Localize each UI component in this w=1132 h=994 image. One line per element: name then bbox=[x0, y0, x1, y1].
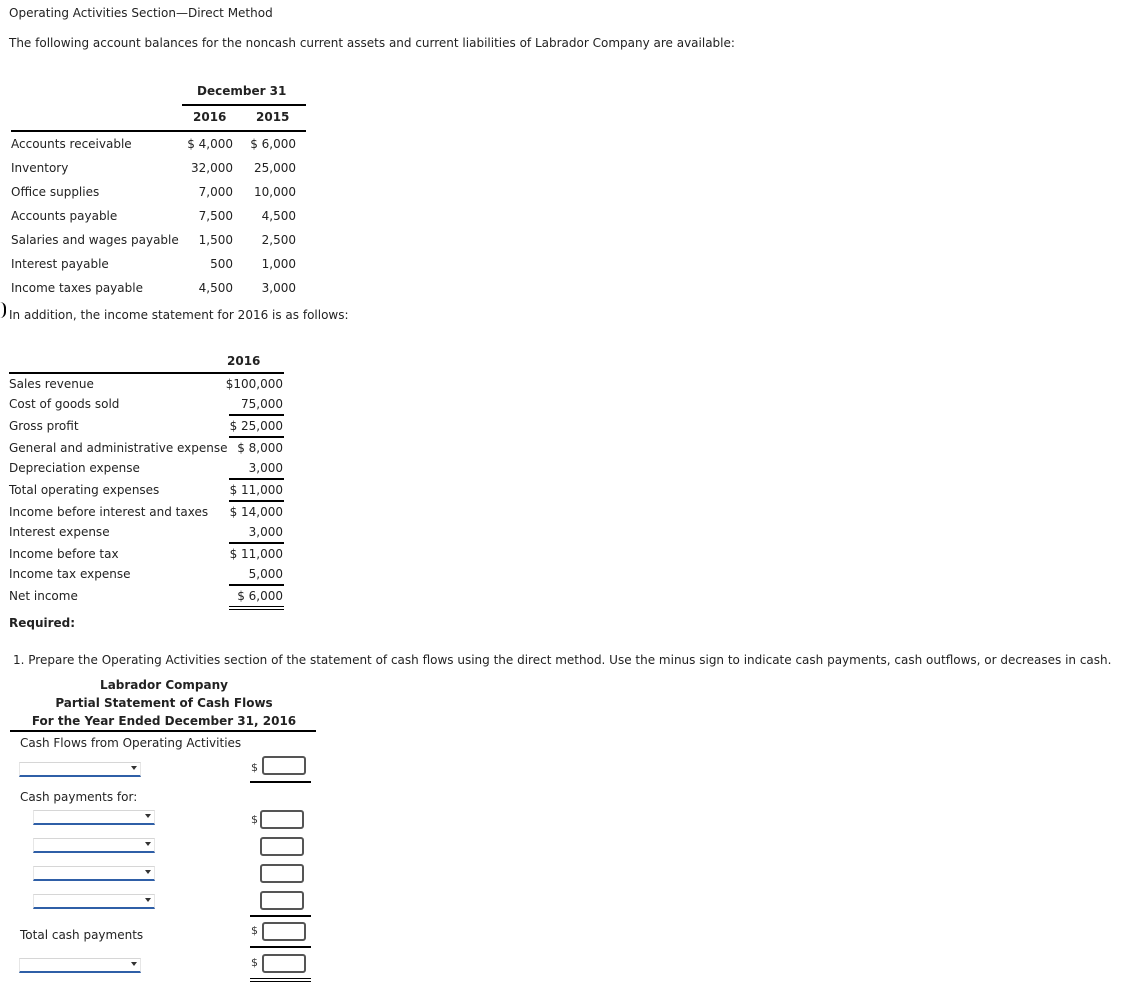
row-value: $ 11,000 bbox=[229, 547, 283, 561]
form-header-rule bbox=[10, 730, 316, 732]
table-row bbox=[9, 563, 289, 585]
row-rule bbox=[250, 781, 311, 783]
table-row bbox=[11, 180, 301, 204]
value-2016: 500 bbox=[210, 257, 233, 271]
receipts-select[interactable] bbox=[19, 762, 141, 777]
net-cash-select[interactable] bbox=[19, 958, 141, 973]
row-label: Gross profit bbox=[9, 419, 79, 433]
receipts-amount-input[interactable] bbox=[262, 756, 306, 775]
chevron-down-icon bbox=[145, 814, 151, 818]
value-2015: 25,000 bbox=[254, 161, 296, 175]
row-label: Income tax expense bbox=[9, 567, 131, 581]
row-label: Sales revenue bbox=[9, 377, 94, 391]
value-2015: 2,500 bbox=[261, 233, 296, 247]
form-period: For the Year Ended December 31, 2016 bbox=[31, 714, 297, 728]
row-value: $ 8,000 bbox=[237, 441, 283, 455]
row-label: Accounts payable bbox=[11, 209, 118, 223]
income-year-header: 2016 bbox=[227, 354, 261, 368]
row-label: Office supplies bbox=[11, 185, 100, 199]
row-label: Income taxes payable bbox=[11, 281, 143, 295]
payment-select-4[interactable] bbox=[33, 894, 155, 909]
value-2016: 7,000 bbox=[198, 185, 233, 199]
row-label: Cost of goods sold bbox=[9, 397, 120, 411]
table-row bbox=[9, 543, 289, 565]
chevron-down-icon bbox=[145, 898, 151, 902]
table-row bbox=[9, 393, 289, 415]
total-double-rule bbox=[250, 981, 311, 982]
table-row bbox=[9, 437, 289, 459]
net-cash-input[interactable] bbox=[262, 954, 306, 973]
row-label: Net income bbox=[9, 589, 78, 603]
table-row bbox=[9, 585, 289, 607]
table-row bbox=[9, 521, 289, 543]
addition-text: In addition, the income statement for 2016 is as follows: bbox=[9, 308, 349, 322]
table-row bbox=[11, 132, 301, 156]
row-label: Interest expense bbox=[9, 525, 110, 539]
row-value: $ 14,000 bbox=[229, 505, 283, 519]
dollar-sign: $ bbox=[251, 761, 258, 774]
instruction-text: 1. Prepare the Operating Activities section of the statement of cash flows using the direct method. Use the minus sign to indicate cash payments, cash outflows, or decreases in cash. bbox=[13, 653, 1112, 667]
table-row bbox=[9, 479, 289, 501]
problem-title: Operating Activities Section—Direct Method bbox=[9, 6, 273, 20]
dollar-sign: $ bbox=[251, 924, 258, 937]
total-double-rule bbox=[250, 978, 311, 979]
value-2015: 1,000 bbox=[261, 257, 296, 271]
form-statement: Partial Statement of Cash Flows bbox=[55, 696, 273, 710]
table-row bbox=[9, 415, 289, 437]
payment-select-1[interactable] bbox=[33, 810, 155, 825]
chevron-down-icon bbox=[145, 870, 151, 874]
row-label: Income before tax bbox=[9, 547, 119, 561]
table-row bbox=[11, 276, 301, 300]
value-2016: 4,500 bbox=[198, 281, 233, 295]
balances-group-header: December 31 bbox=[197, 84, 287, 98]
payment-amount-input-1[interactable] bbox=[260, 810, 304, 829]
chevron-down-icon bbox=[131, 766, 137, 770]
row-value: 75,000 bbox=[241, 397, 283, 411]
value-2016: $ 4,000 bbox=[187, 137, 233, 151]
row-value: 3,000 bbox=[248, 461, 283, 475]
table-row bbox=[11, 252, 301, 276]
payment-amount-input-2[interactable] bbox=[260, 837, 304, 856]
balances-col-2016: 2016 bbox=[193, 110, 227, 124]
total-cash-payments-label: Total cash payments bbox=[20, 928, 144, 942]
row-label: Depreciation expense bbox=[9, 461, 140, 475]
table-row bbox=[11, 228, 301, 252]
table-row bbox=[11, 204, 301, 228]
required-label: Required: bbox=[9, 616, 76, 630]
row-label: Inventory bbox=[11, 161, 69, 175]
row-value: $ 11,000 bbox=[229, 483, 283, 497]
row-value: $ 6,000 bbox=[237, 589, 283, 603]
table-row bbox=[9, 501, 289, 523]
total-double-rule bbox=[229, 609, 284, 610]
value-2015: 3,000 bbox=[261, 281, 296, 295]
row-label: Interest payable bbox=[11, 257, 109, 271]
total-double-rule bbox=[229, 606, 284, 607]
row-rule bbox=[250, 915, 311, 917]
value-2015: $ 6,000 bbox=[250, 137, 296, 151]
value-2016: 1,500 bbox=[198, 233, 233, 247]
dollar-sign: $ bbox=[251, 956, 258, 969]
row-rule bbox=[250, 946, 311, 948]
table-row bbox=[9, 373, 289, 395]
payment-amount-input-4[interactable] bbox=[260, 891, 304, 910]
table-row bbox=[9, 457, 289, 479]
intro-text: The following account balances for the noncash current assets and current liabilities of Labrador Company are available: bbox=[9, 36, 735, 50]
page-edge-marker bbox=[0, 302, 6, 318]
payment-select-3[interactable] bbox=[33, 866, 155, 881]
total-payments-input[interactable] bbox=[262, 922, 306, 941]
chevron-down-icon bbox=[145, 842, 151, 846]
row-label: Total operating expenses bbox=[9, 483, 160, 497]
balances-col-2015: 2015 bbox=[256, 110, 290, 124]
row-label: Income before interest and taxes bbox=[9, 505, 209, 519]
value-2015: 4,500 bbox=[261, 209, 296, 223]
row-value: 5,000 bbox=[248, 567, 283, 581]
row-value: $100,000 bbox=[225, 377, 283, 391]
dollar-sign: $ bbox=[251, 813, 258, 826]
value-2016: 32,000 bbox=[191, 161, 233, 175]
row-value: 3,000 bbox=[248, 525, 283, 539]
value-2015: 10,000 bbox=[254, 185, 296, 199]
form-section-label: Cash Flows from Operating Activities bbox=[20, 736, 242, 750]
payment-select-2[interactable] bbox=[33, 838, 155, 853]
header-underline bbox=[182, 104, 306, 106]
row-value: $ 25,000 bbox=[229, 419, 283, 433]
form-company: Labrador Company bbox=[100, 678, 228, 692]
table-row bbox=[11, 156, 301, 180]
row-label: Accounts receivable bbox=[11, 137, 132, 151]
row-label: Salaries and wages payable bbox=[11, 233, 179, 247]
chevron-down-icon bbox=[131, 962, 137, 966]
value-2016: 7,500 bbox=[198, 209, 233, 223]
row-label: General and administrative expense bbox=[9, 441, 228, 455]
payment-amount-input-3[interactable] bbox=[260, 864, 304, 883]
cash-payments-label: Cash payments for: bbox=[20, 790, 138, 804]
